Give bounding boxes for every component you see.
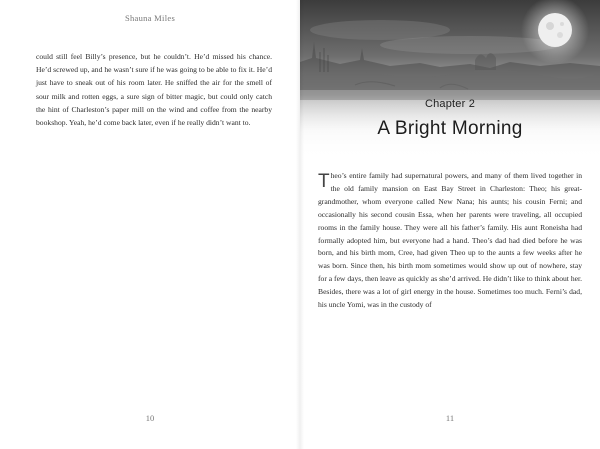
running-head-author: Shauna Miles	[124, 13, 176, 23]
chapter-number: Chapter 2	[424, 98, 476, 110]
left-page-body	[36, 50, 272, 129]
drop-cap: T	[318, 171, 330, 192]
right-page	[300, 0, 600, 449]
left-page-paragraph: could still feel Billy’s presence, but he couldn’t. He’d missed his chance. He’d screwed up, and he wasn’t sure if he was going to be able to fix it. He’d just have to sneak out of his room later. He sniffed the air for the smell of sour milk and rotten eggs, a sure sign of bitter magic, but could only catch the hint of Charleston’s paper mill on the wind and coffee from the nearby bookshop. Yeah, he’d come back later, even if he really didn’t want to.	[36, 52, 272, 128]
page-number-right: 11	[445, 413, 455, 423]
book-gutter	[296, 0, 304, 449]
right-page-paragraph: heo’s entire family had supernatural powers, and many of them lived together in the old family mansion on East Bay Street in Charleston: Theo; his great-grandmother, whom everyone called New Nana; his aunts; his cousin Ferni; and occasionally his second cousin Essa, when her parents were traveling, all occupied rooms in the family house. They were all his father’s family. His aunt Roneisha had formally adopted him, but everyone had a hand. Theo’s dad had died before he was born, and his birth mom, Cree, had given Theo up to the aunts a few weeks after he was born. Since then, his birth mom sometimes would show up out of nowhere, stay for a few days, then leave as quickly as she’d arrived. He didn’t like to think about her. Besides, there was a lot of girl energy in the house. Sometimes too much. Ferni’s dad, his uncle Yomi, was in the custody of	[318, 171, 582, 310]
chapter-title: A Bright Morning	[377, 118, 523, 139]
page-number-left: 10	[145, 413, 155, 423]
right-page-body	[318, 170, 582, 312]
